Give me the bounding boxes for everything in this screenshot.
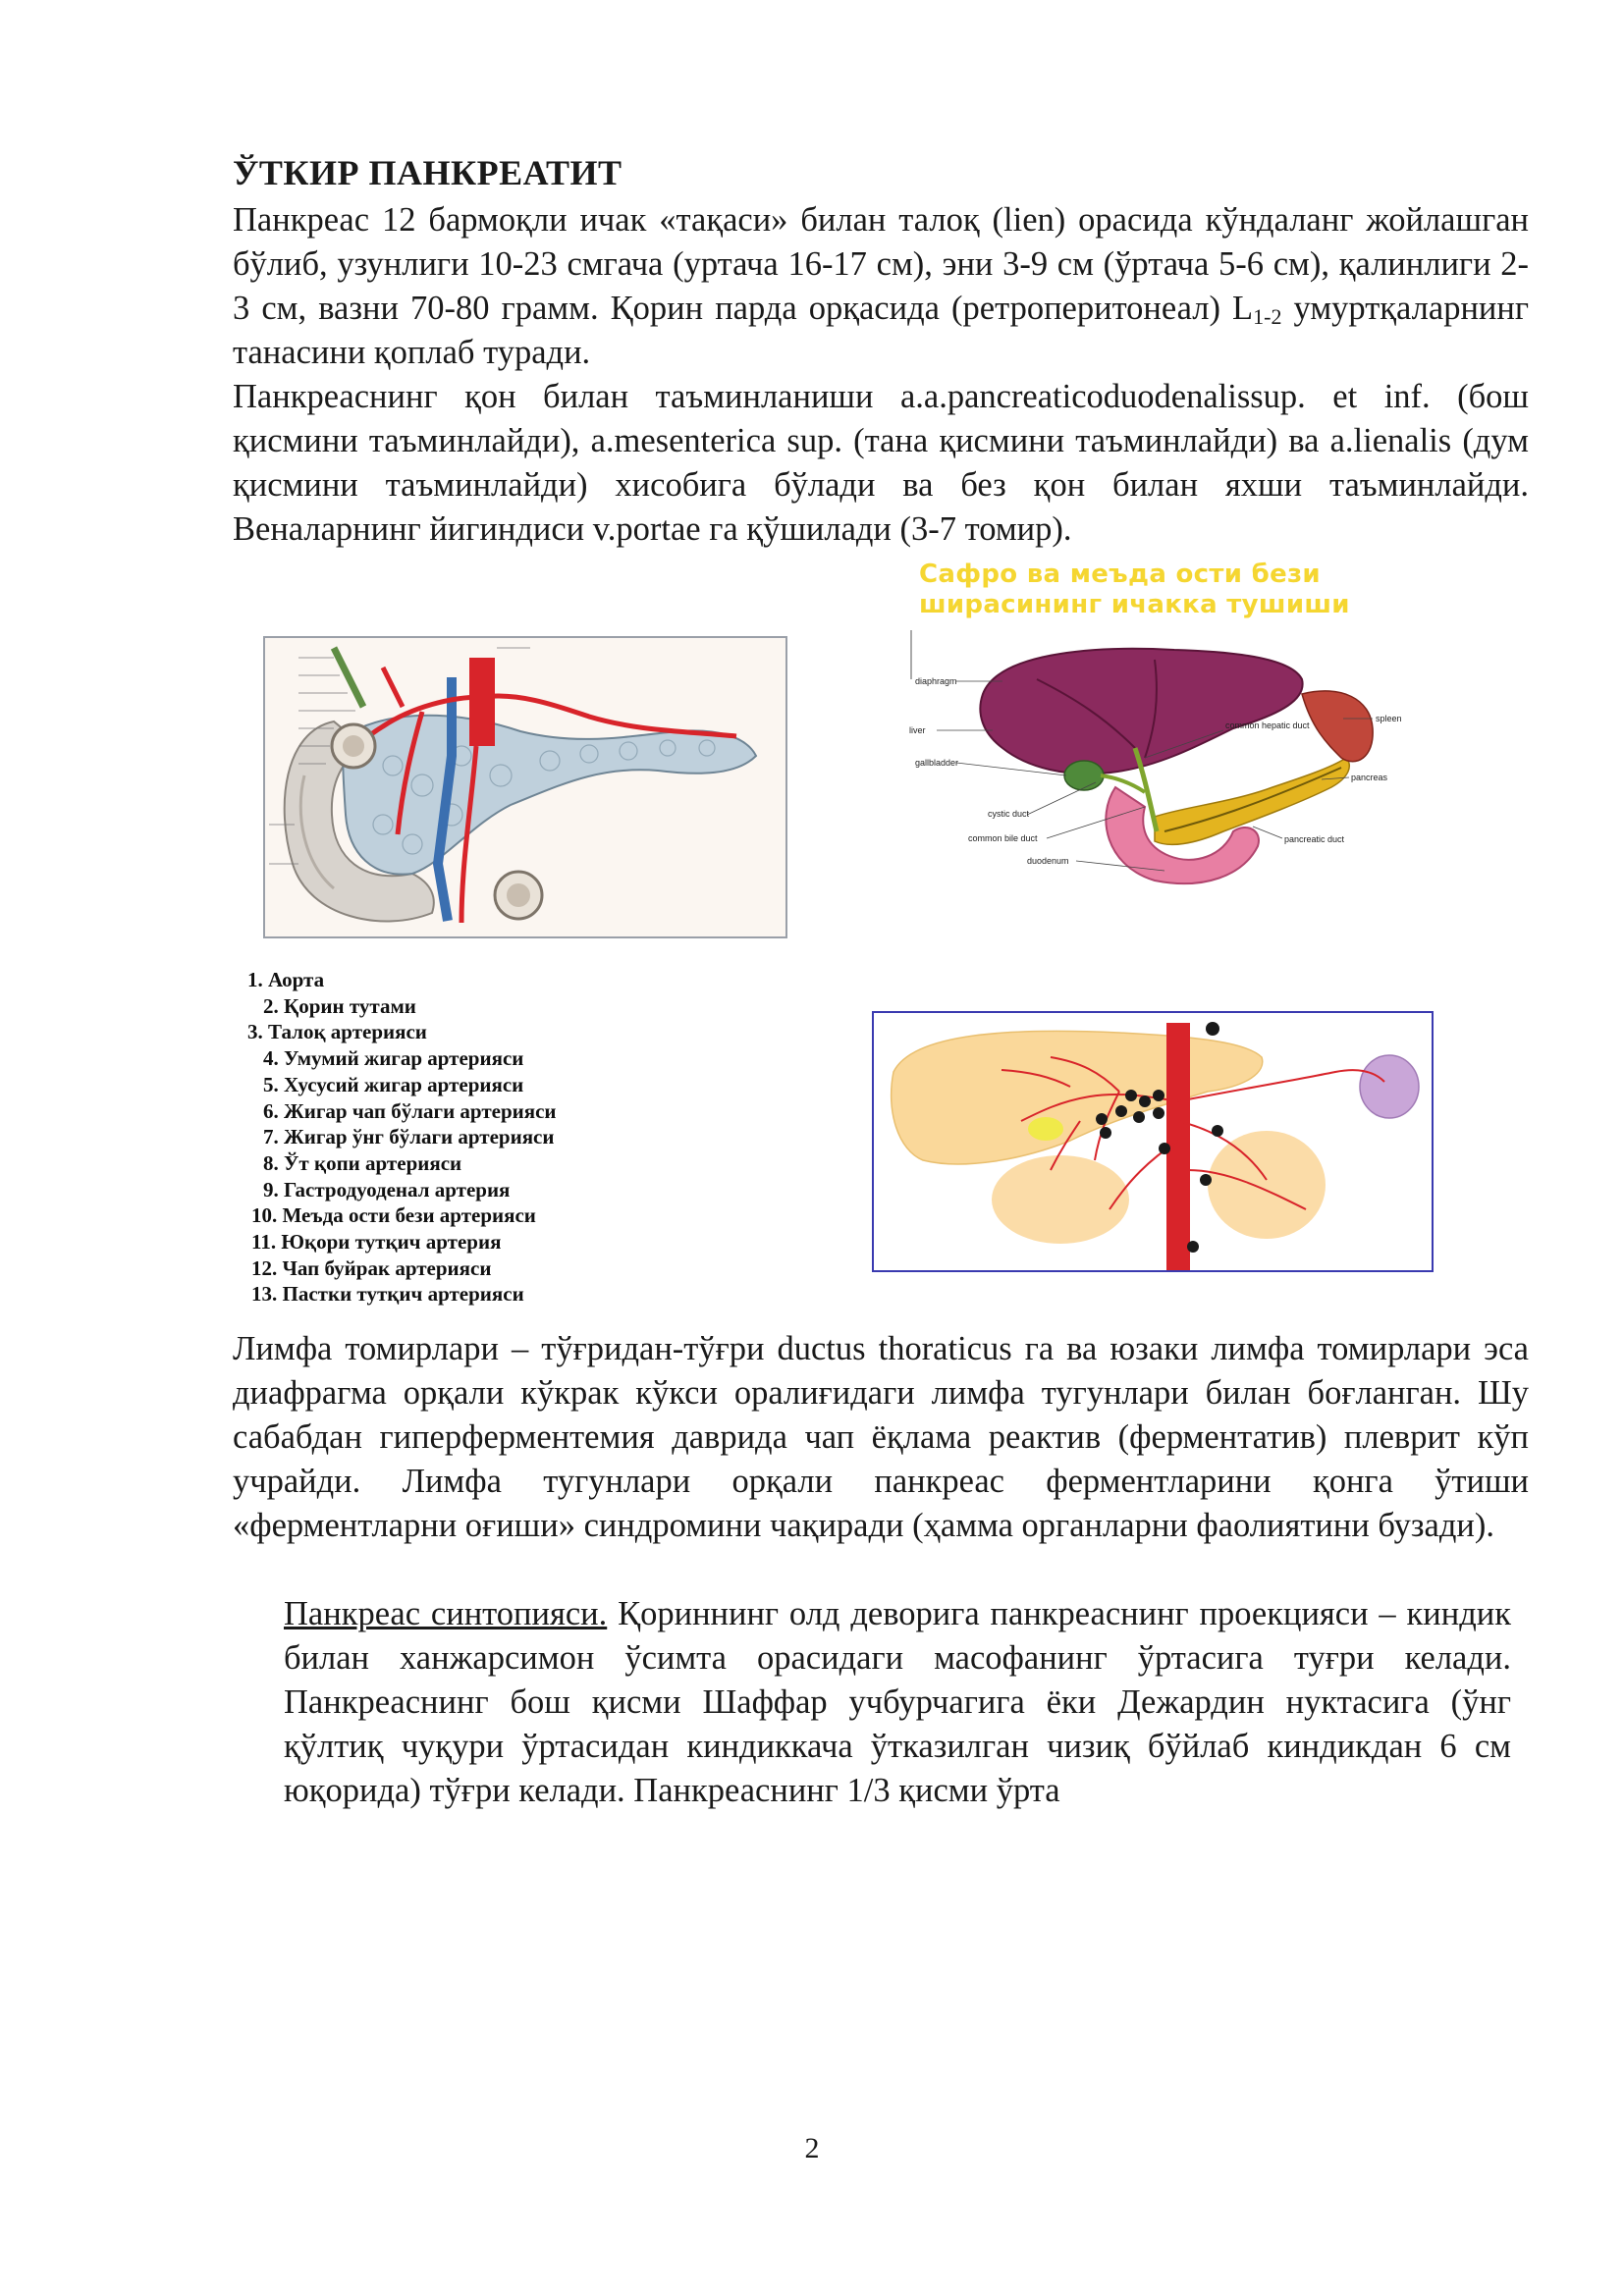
page-title: ЎТКИР ПАНКРЕАТИТ (233, 153, 623, 192)
label-common-hepatic-duct: common hepatic duct (1225, 721, 1310, 730)
artery-legend (247, 967, 557, 1308)
lymph-paragraph: Лимфа томирлари – тўғридан-тўғри ductus thoraticus га ва юзаки лимфа томирлари эса диафрагма орқали кўкрак кўкси оралиғидаги лимфа тугунлари билан боғланган. Шу сабабдан гиперферментемия даврида чап ёқлама реактив (ферментатив) плеврит кўп учрайди. Лимфа тугунлари орқали панкреас ферментларини қонга ўтиши «ферментларни оғиши» синдромини чақиради (ҳамма органларни фаолиятини бузади). (233, 1330, 1529, 1544)
label-cystic-duct: cystic duct (988, 809, 1030, 819)
legend-item: 1. Аорта (247, 968, 325, 991)
legend-item: 11. Юқори тутқич артерия (251, 1230, 502, 1255)
celiac-arteries-drawing (874, 1013, 1432, 1270)
label-pancreatic-duct: pancreatic duct (1284, 834, 1345, 844)
syntopy-title: Панкреас синтопияси. (284, 1595, 608, 1632)
intro-paragraph-anatomy (233, 198, 1529, 375)
label-liver: liver (909, 725, 926, 735)
legend-item: 9. Гастродуоденал артерия (263, 1177, 511, 1201)
legend-item: 2. Қорин тутами (263, 993, 416, 1018)
lymph-section (233, 1327, 1529, 1548)
legend-item: 5. Хусусий жигар артерияси (263, 1072, 524, 1096)
intro-text-part-a: Панкреас 12 бармоқли ичак «тақаси» билан талоқ (lien) орасида кўндаланг жойлашган бўлиб, узунлиги 10-23 смгача (уртача 16-17 см), эни 3-9 см (ўртача 5-6 см), қалинлиги 2-3 см, вазни 70-80 грамм. Қорин парда орқасида (ретроперитонеал) L (233, 201, 1529, 327)
syntopy-section (233, 1592, 1511, 1813)
label-gallbladder: gallbladder (915, 758, 959, 768)
vertebra-subscript: 1-2 (1253, 304, 1282, 329)
legend-item: 13. Пастки тутқич артерияси (251, 1282, 524, 1307)
label-duodenum: duodenum (1027, 856, 1069, 866)
legend-item: 6. Жигар чап бўлаги артерияси (263, 1098, 557, 1123)
legend-item: 12. Чап буйрак артерияси (251, 1255, 492, 1280)
label-common-bile-duct: common bile duct (968, 833, 1038, 843)
syntopy-text: Қориннинг олд деворига панкреаснинг проекцияси – киндик билан ханжарсимон ўсимта орасидаги масофанинг ўртасига туғри келади. Панкреаснинг бош қисми Шаффар учбурчагига ёки Дежардин нуктасига (ўнг қўлтиқ чуқури ўртасидан киндиккача ўтказилган чизиқ бўйлаб киндикдан 6 см юқорида) тўғри келади. Панкреаснинг 1/3 қисми ўрта (284, 1595, 1512, 1809)
celiac-arteries-illustration (872, 1011, 1434, 1272)
legend-item: 3. Талоқ артерияси (247, 1020, 427, 1044)
legend-item: 7. Жигар ўнг бўлаги артерияси (263, 1125, 555, 1149)
legend-item: 8. Ўт қопи артерияси (263, 1150, 462, 1175)
syntopy-paragraph (233, 1592, 1511, 1813)
pancreas-arteries-drawing (265, 638, 785, 936)
label-spleen: spleen (1376, 714, 1402, 723)
intro-text-part-b: умуртқаларнинг танасини қоплаб туради. (233, 290, 1529, 371)
label-diaphragm: diaphragm (915, 676, 957, 686)
page-number: 2 (804, 2132, 820, 2164)
legend-item: 4. Умумий жигар артерияси (263, 1046, 524, 1071)
intro-paragraph-blood-supply: Панкреаснинг қон билан таъминланиши a.a.pancreaticoduodenalissup. et inf. (бош қисмини таъминлайди), a.mesenterica sup. (тана қисмини таъминлайди) ва a.lienalis (дум қисмини таъминлайди) хисобига бўлади ва без қон билан яхши таъминлайди. Веналарнинг йигиндиси v.portae га қўшилади (3-7 томир). (233, 378, 1529, 548)
label-pancreas: pancreas (1351, 773, 1388, 782)
intro-section (233, 198, 1529, 552)
bile-pancreatic-flow-illustration (909, 560, 1420, 933)
legend-item: 10. Меъда ости бези артерияси (251, 1203, 536, 1228)
digestive-organs-drawing (909, 620, 1420, 934)
figure-caption: Сафро ва меъда ости бези ширасининг ичакка тушиши (919, 560, 1350, 619)
pancreas-arteries-illustration (263, 636, 787, 938)
